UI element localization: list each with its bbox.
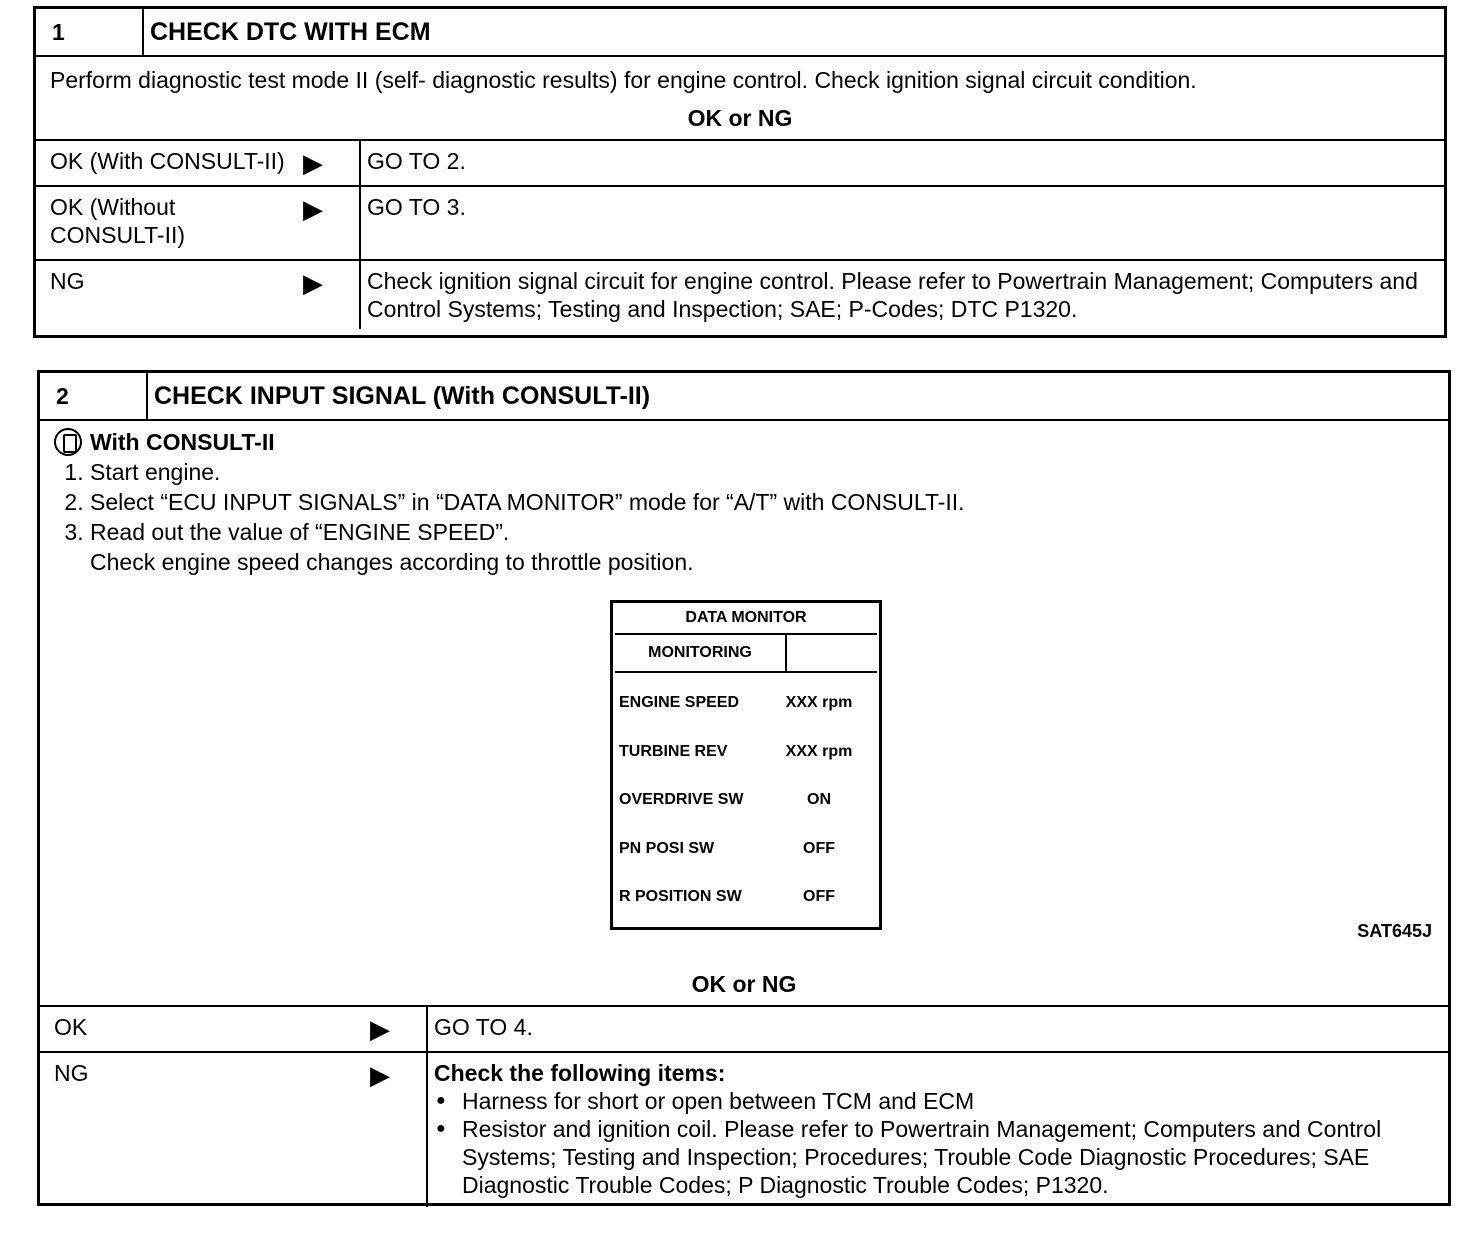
procedure-note: Check engine speed changes according to throttle position. [90, 549, 694, 575]
monitor-row [613, 679, 879, 728]
procedure-step: 1. Start engine. [90, 457, 1434, 487]
monitor-item: OVERDRIVE SW [619, 791, 744, 809]
monitor-value: XXX rpm [785, 742, 853, 760]
monitor-value: XXX rpm [785, 694, 853, 712]
result-label-cell [36, 187, 359, 259]
result-row [36, 185, 1444, 259]
ng-heading: Check the following items: [434, 1060, 726, 1086]
ng-check-list [434, 1087, 1442, 1199]
result-action [426, 1053, 1448, 1207]
arrow-right-icon: ▶ [303, 148, 323, 178]
procedure-step: 3. Read out the value of “ENGINE SPEED”. [90, 517, 1434, 547]
step-title: CHECK INPUT SIGNAL (With CONSULT-II) [154, 381, 651, 410]
result-label-cell [36, 261, 359, 329]
step-1-block [33, 6, 1447, 338]
monitor-row [613, 873, 879, 922]
result-label-cell [40, 1007, 426, 1051]
monitor-row [613, 825, 879, 874]
step-title: CHECK DTC WITH ECM [150, 17, 431, 46]
result-label: NG [54, 1060, 89, 1086]
monitor-title: DATA MONITOR [615, 603, 877, 635]
figure-id: SAT645J [1357, 921, 1432, 941]
step-instruction: Perform diagnostic test mode II (self- diagnostic results) for engine control. Check ignition signal circuit condition. [50, 67, 1197, 93]
step-2-header [40, 373, 1448, 421]
ok-or-ng-label: OK or NG [687, 105, 793, 131]
result-label: OK [54, 1014, 88, 1040]
consult-subheading-text: With CONSULT-II [90, 429, 275, 455]
ok-or-ng-label: OK or NG [691, 971, 797, 997]
arrow-right-icon: ▶ [303, 194, 323, 224]
monitor-item: R POSITION SW [619, 888, 742, 906]
result-action: Check ignition signal circuit for engine control. Please refer to Powertrain Management; Computers and Control Systems; Testing and Inspection; SAE; P-Codes; DTC P1320. [359, 261, 1444, 329]
result-label-cell [36, 141, 359, 185]
result-label: OK (With CONSULT-II) [50, 148, 285, 174]
result-label: OK (Without CONSULT-II) [50, 194, 186, 248]
procedure-steps [54, 457, 1434, 547]
monitor-value: OFF [803, 839, 835, 857]
step-1-header [36, 9, 1444, 57]
data-monitor-screen [610, 600, 882, 930]
step-number: 1 [36, 9, 144, 55]
result-row [36, 259, 1444, 329]
monitor-mode: MONITORING [615, 635, 787, 671]
arrow-right-icon: ▶ [370, 1014, 390, 1044]
result-row [36, 139, 1444, 185]
monitor-item: PN POSI SW [619, 839, 715, 857]
monitor-value: ON [807, 791, 831, 809]
procedure [40, 421, 1448, 577]
arrow-right-icon: ▶ [303, 268, 323, 298]
result-row [40, 1051, 1448, 1207]
result-action: GO TO 4. [426, 1007, 1448, 1051]
monitor-value: OFF [803, 888, 835, 906]
procedure-step: 2. Select “ECU INPUT SIGNALS” in “DATA MONITOR” mode for “A/T” with CONSULT-II. [90, 487, 1434, 517]
consult-tester-icon [54, 428, 82, 456]
monitor-row [613, 776, 879, 825]
result-action: GO TO 2. [359, 141, 1444, 185]
step-number: 2 [40, 373, 148, 419]
monitor-mode-row [615, 635, 877, 673]
list-item: ● Harness for short or open between TCM and ECM [434, 1087, 1442, 1115]
consult-subheading [54, 427, 1434, 457]
monitor-item: ENGINE SPEED [619, 694, 740, 712]
monitor-row [613, 728, 879, 777]
result-label-cell [40, 1053, 426, 1207]
monitor-item: TURBINE REV [619, 742, 728, 760]
step-2-block [37, 370, 1451, 1206]
arrow-right-icon: ▶ [370, 1060, 390, 1090]
result-row [40, 1005, 1448, 1051]
result-action: GO TO 3. [359, 187, 1444, 259]
list-item: ● Resistor and ignition coil. Please refer to Powertrain Management; Computers and Control Systems; Testing and Inspection; Procedures; Trouble Code Diagnostic Procedures; SAE Diagnostic Trouble Codes; P Diagnostic Trouble Codes; P1320. [434, 1115, 1442, 1199]
result-label: NG [50, 268, 85, 294]
